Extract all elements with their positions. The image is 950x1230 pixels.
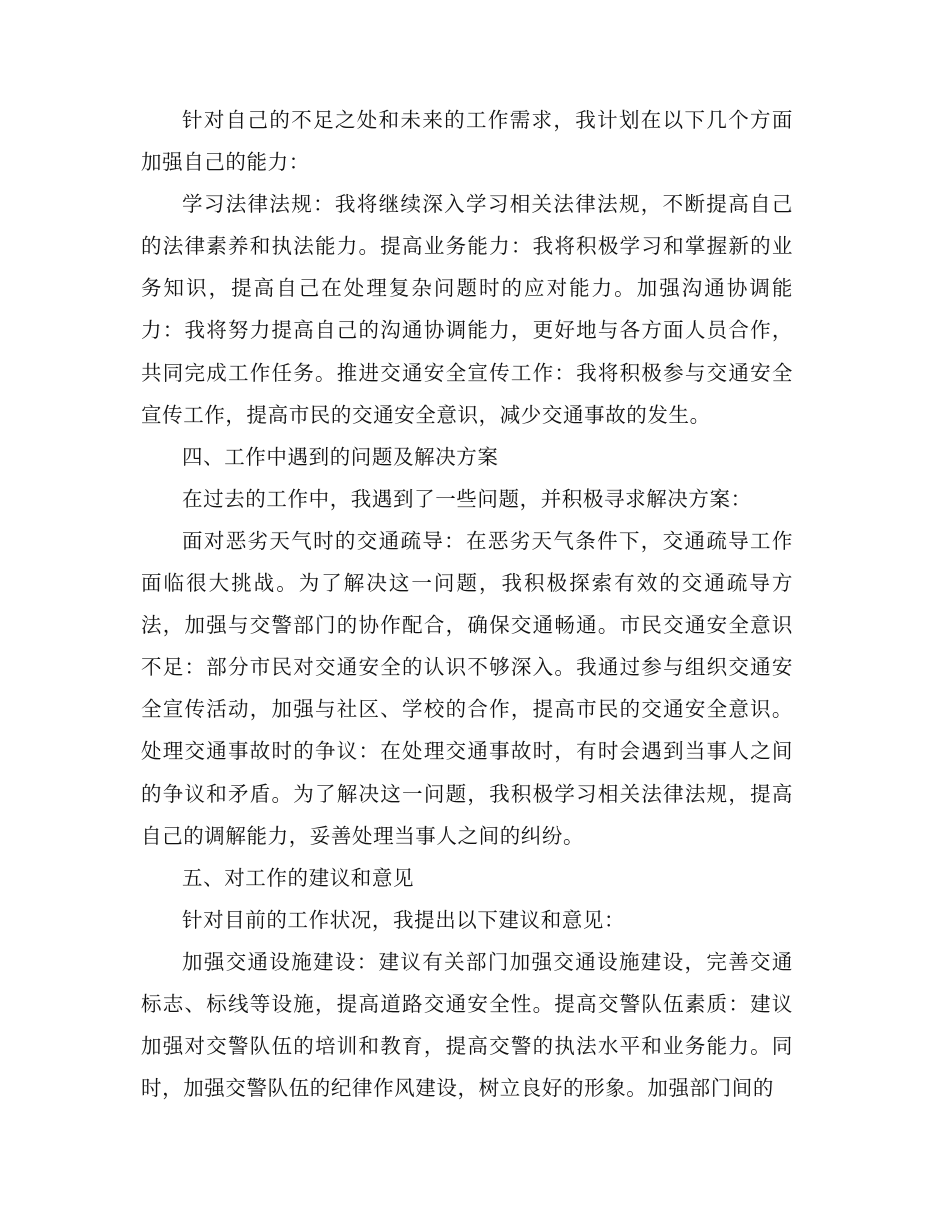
paragraph-improvement-plan: 学习法律法规：我将继续深入学习相关法律法规，不断提高自己的法律素养和执法能力。提高业务能力：我将积极学习和掌握新的业务知识，提高自己在处理复杂问题时的应对能力。加强沟通协调能力：我将努力提高自己的沟通协调能力，更好地与各方面人员合作，共同完成工作任务。推进交通安全宣传工作：我将积极参与交通安全宣传工作，提高市民的交通安全意识，减少交通事故的发生。 <box>141 192 793 427</box>
section-heading-problems: 四、工作中遇到的问题及解决方案 <box>182 444 499 469</box>
document-body <box>141 99 793 1109</box>
section-heading-suggestions: 五、对工作的建议和意见 <box>182 865 415 890</box>
paragraph-problems-intro: 在过去的工作中，我遇到了一些问题，并积极寻求解决方案： <box>182 486 752 511</box>
paragraph-suggestions-intro: 针对目前的工作状况，我提出以下建议和意见： <box>182 907 626 932</box>
paragraph-problems-solutions: 面对恶劣天气时的交通疏导：在恶劣天气条件下，交通疏导工作面临很大挑战。为了解决这一问题，我积极探索有效的交通疏导方法，加强与交警部门的协作配合，确保交通畅通。市民交通安全意识不足：部分市民对交通安全的认识不够深入。我通过参与组织交通安全宣传活动，加强与社区、学校的合作，提高市民的交通安全意识。处理交通事故时的争议：在处理交通事故时，有时会遇到当事人之间的争议和矛盾。为了解决这一问题，我积极学习相关法律法规，提高自己的调解能力，妥善处理当事人之间的纠纷。 <box>141 528 793 848</box>
paragraph-suggestions-detail: 加强交通设施建设：建议有关部门加强交通设施建设，完善交通标志、标线等设施，提高道路交通安全性。提高交警队伍素质：建议加强对交警队伍的培训和教育，提高交警的执法水平和业务能力。同时，加强交警队伍的纪律作风建设，树立良好的形象。加强部门间的 <box>141 949 793 1101</box>
paragraph-intro: 针对自己的不足之处和未来的工作需求，我计划在以下几个方面加强自己的能力： <box>141 108 793 175</box>
